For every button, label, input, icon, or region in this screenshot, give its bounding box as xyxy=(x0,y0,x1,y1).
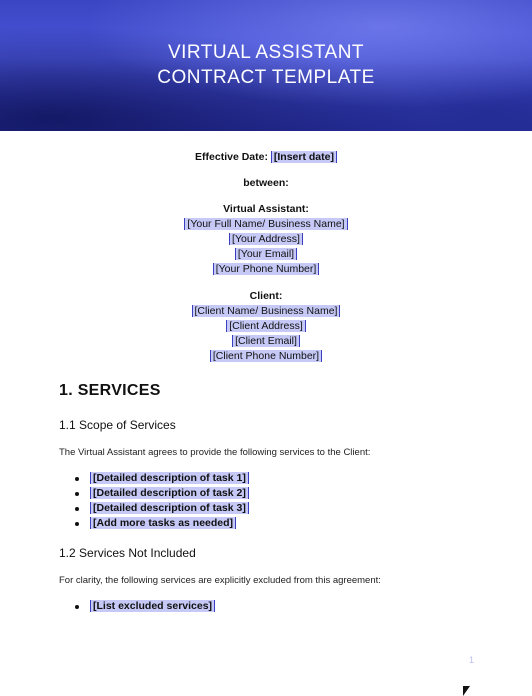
client-label: Client: xyxy=(249,290,283,302)
list-item xyxy=(73,471,249,486)
subheading-services-not-included: 1.2 Services Not Included xyxy=(59,546,196,560)
document-title-line-1: VIRTUAL ASSISTANT xyxy=(167,42,365,63)
task-placeholder[interactable]: [Detailed description of task 1] xyxy=(90,472,249,484)
client-email-placeholder[interactable]: [Client Email] xyxy=(232,335,300,347)
va-phone-placeholder[interactable]: [Your Phone Number] xyxy=(213,263,320,275)
list-item xyxy=(73,501,249,516)
excluded-list xyxy=(73,599,215,614)
scope-intro-text: The Virtual Assistant agrees to provide the following services to the Client: xyxy=(59,447,371,458)
section-heading-services: 1. SERVICES xyxy=(59,382,161,399)
list-item xyxy=(73,516,249,531)
between-label: between: xyxy=(243,177,289,189)
effective-date-line xyxy=(0,150,532,164)
effective-date-label: Effective Date: xyxy=(195,151,268,163)
bullet-icon xyxy=(75,492,79,496)
list-item xyxy=(73,599,215,614)
task-placeholder[interactable]: [Detailed description of task 2] xyxy=(90,487,249,499)
client-phone-placeholder[interactable]: [Client Phone Number] xyxy=(210,350,322,362)
bullet-icon xyxy=(75,605,79,609)
bullet-icon xyxy=(75,522,79,526)
task-list xyxy=(73,471,249,531)
virtual-assistant-label: Virtual Assistant: xyxy=(223,203,309,215)
subheading-scope-of-services: 1.1 Scope of Services xyxy=(59,418,176,432)
list-item xyxy=(73,486,249,501)
client-name-placeholder[interactable]: [Client Name/ Business Name] xyxy=(192,305,341,317)
va-name-placeholder[interactable]: [Your Full Name/ Business Name] xyxy=(184,218,347,230)
mouse-cursor-icon xyxy=(463,686,470,696)
va-email-placeholder[interactable]: [Your Email] xyxy=(235,248,297,260)
excluded-placeholder[interactable]: [List excluded services] xyxy=(90,600,215,612)
task-placeholder[interactable]: [Add more tasks as needed] xyxy=(90,517,236,529)
header-banner xyxy=(0,0,532,131)
bullet-icon xyxy=(75,507,79,511)
va-address-placeholder[interactable]: [Your Address] xyxy=(229,233,303,245)
client-address-placeholder[interactable]: [Client Address] xyxy=(226,320,306,332)
effective-date-placeholder[interactable]: [Insert date] xyxy=(271,151,337,163)
excluded-intro-text: For clarity, the following services are explicitly excluded from this agreement: xyxy=(59,575,381,586)
task-placeholder[interactable]: [Detailed description of task 3] xyxy=(90,502,249,514)
page-number: 1 xyxy=(469,655,475,665)
bullet-icon xyxy=(75,477,79,481)
document-title-line-2: CONTRACT TEMPLATE xyxy=(157,67,375,88)
